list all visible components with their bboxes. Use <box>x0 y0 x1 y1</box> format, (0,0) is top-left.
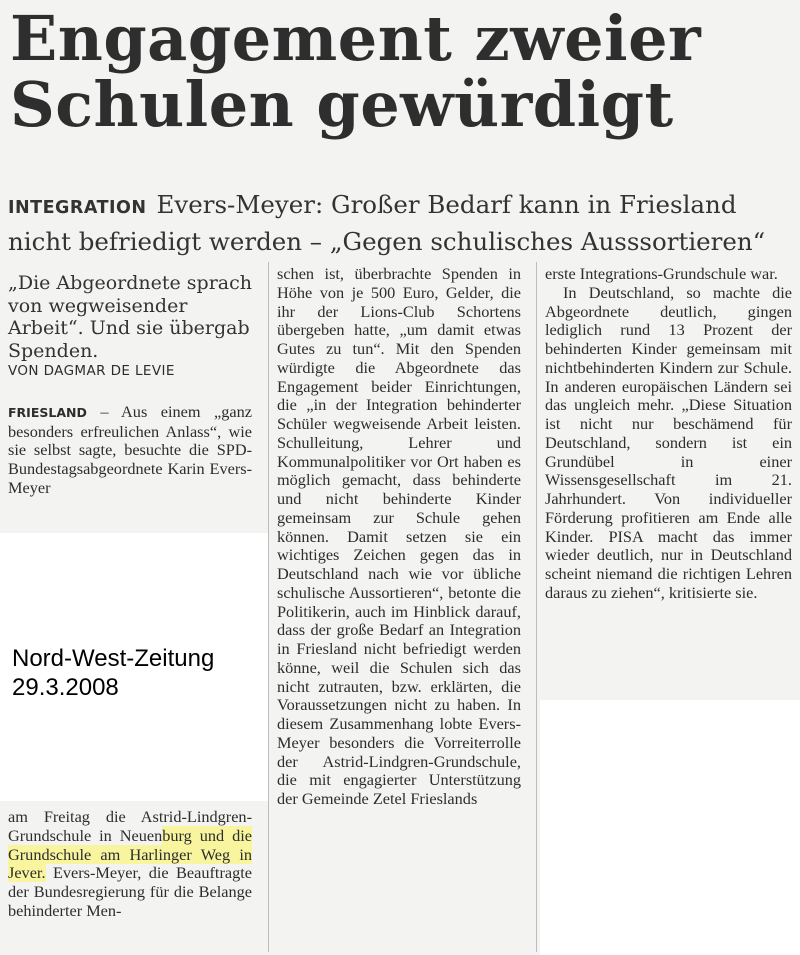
blank-area <box>540 700 800 955</box>
column-2-text: schen ist, überbrachte Spenden in Höhe von je 500 Euro, Gelder, die ihr der Lions-Club Schortens übergeben hatte, „um damit etwas Gutes zu tun“. Mit den Spenden würdigte die Abgeordnete das Engagement beider Einrichtungen, die „in der Integration behinderter Schüler wegweisende Arbeit leisten. Schulleitung, Lehrer und Kommunalpolitiker vor Ort haben es möglich gemacht, dass behinderte und nicht behinderte Kinder gemeinsam zur Schule gehen können. Damit setzen sie ein wichtiges Zeichen gegen das in Deutschland nach wie vor übliche schulische Aussortieren“, betonte die Politikerin, auch im Hinblick darauf, dass der große Bedarf an Integration in Friesland nicht befriedigt werden könne, weil die Schulen sich das nicht zutrauten, bzw. erklärten, die Voraussetzungen nicht zu haben. In diesem Zusammenhang lobte Evers-Meyer besonders die Vorreiterrolle der Astrid-Lindgren-Grundschule, die mit engagierter Unterstützung der Gemeinde Zetel Frieslands <box>277 264 521 808</box>
headline-line-2: Schulen gewürdigt <box>10 68 674 141</box>
column-divider <box>536 262 537 952</box>
source-date: 29.3.2008 <box>12 674 119 701</box>
teaser: „Die Abgeordnete sprach von wegweisender Arbeit“. Und sie übergab Spenden. <box>8 272 253 362</box>
column-3-para-1: erste Integrations-Grundschule war. <box>545 264 778 283</box>
headline <box>10 2 790 141</box>
byline: VON DAGMAR DE LEVIE <box>8 363 175 379</box>
column-divider <box>268 262 269 952</box>
source-label <box>12 644 214 702</box>
lead-text: – Aus einem „ganz besonders erfreulichen Anlass“, wie sie selbst sagte, besuchte die SPD-Bundestagsabgeordnete Karin Evers-Meyer <box>8 401 252 497</box>
highlighted-text: burg und die Grundschule am Harlinger Weg in Jever. <box>8 825 252 883</box>
subheadline-text: Evers-Meyer: Großer Bedarf kann in Friesland nicht befriedigt werden – „Gegen schulisches Ausssortieren“ <box>8 190 766 256</box>
article-column-1 <box>8 272 252 498</box>
source-paper: Nord-West-Zeitung <box>12 645 215 672</box>
column-1b-text-after: Evers-Meyer, die Beauftragte der Bundesregierung für die Belange behinderter Men- <box>8 863 252 920</box>
article-column-1-continued <box>8 808 252 921</box>
article-column-3 <box>545 265 792 603</box>
subheadline <box>8 188 793 259</box>
column-1b-text: am Freitag die Astrid-Lindgren-Grundschule in Neuen <box>8 807 252 845</box>
column-3-para-2: In Deutschland, so machte die Abgeordnete deutlich, gingen lediglich rund 13 Prozent der behinderten Kinder gemeinsam mit nichtbehinderten Kindern zur Schule. In anderen europäischen Ländern sei das ungleich mehr. „Diese Situation ist nicht nur beschämend für Deutschland, sondern ist ein Grundübel in einer Wissensgesellschaft im 21. Jahrhundert. Von individueller Förderung profitieren am Ende alle Kinder. PISA macht das immer wieder deutlich, nur in Deutschland scheint niemand die richtigen Lehren daraus zu ziehen“, kritisierte sie. <box>545 282 792 602</box>
dateline: FRIESLAND <box>8 404 87 420</box>
column-1b-paragraph <box>8 808 252 921</box>
article-column-2 <box>277 265 521 809</box>
section-tag: INTEGRATION <box>8 198 147 218</box>
article-lead <box>8 403 252 498</box>
headline-line-1: Engagement zweier <box>10 2 702 75</box>
